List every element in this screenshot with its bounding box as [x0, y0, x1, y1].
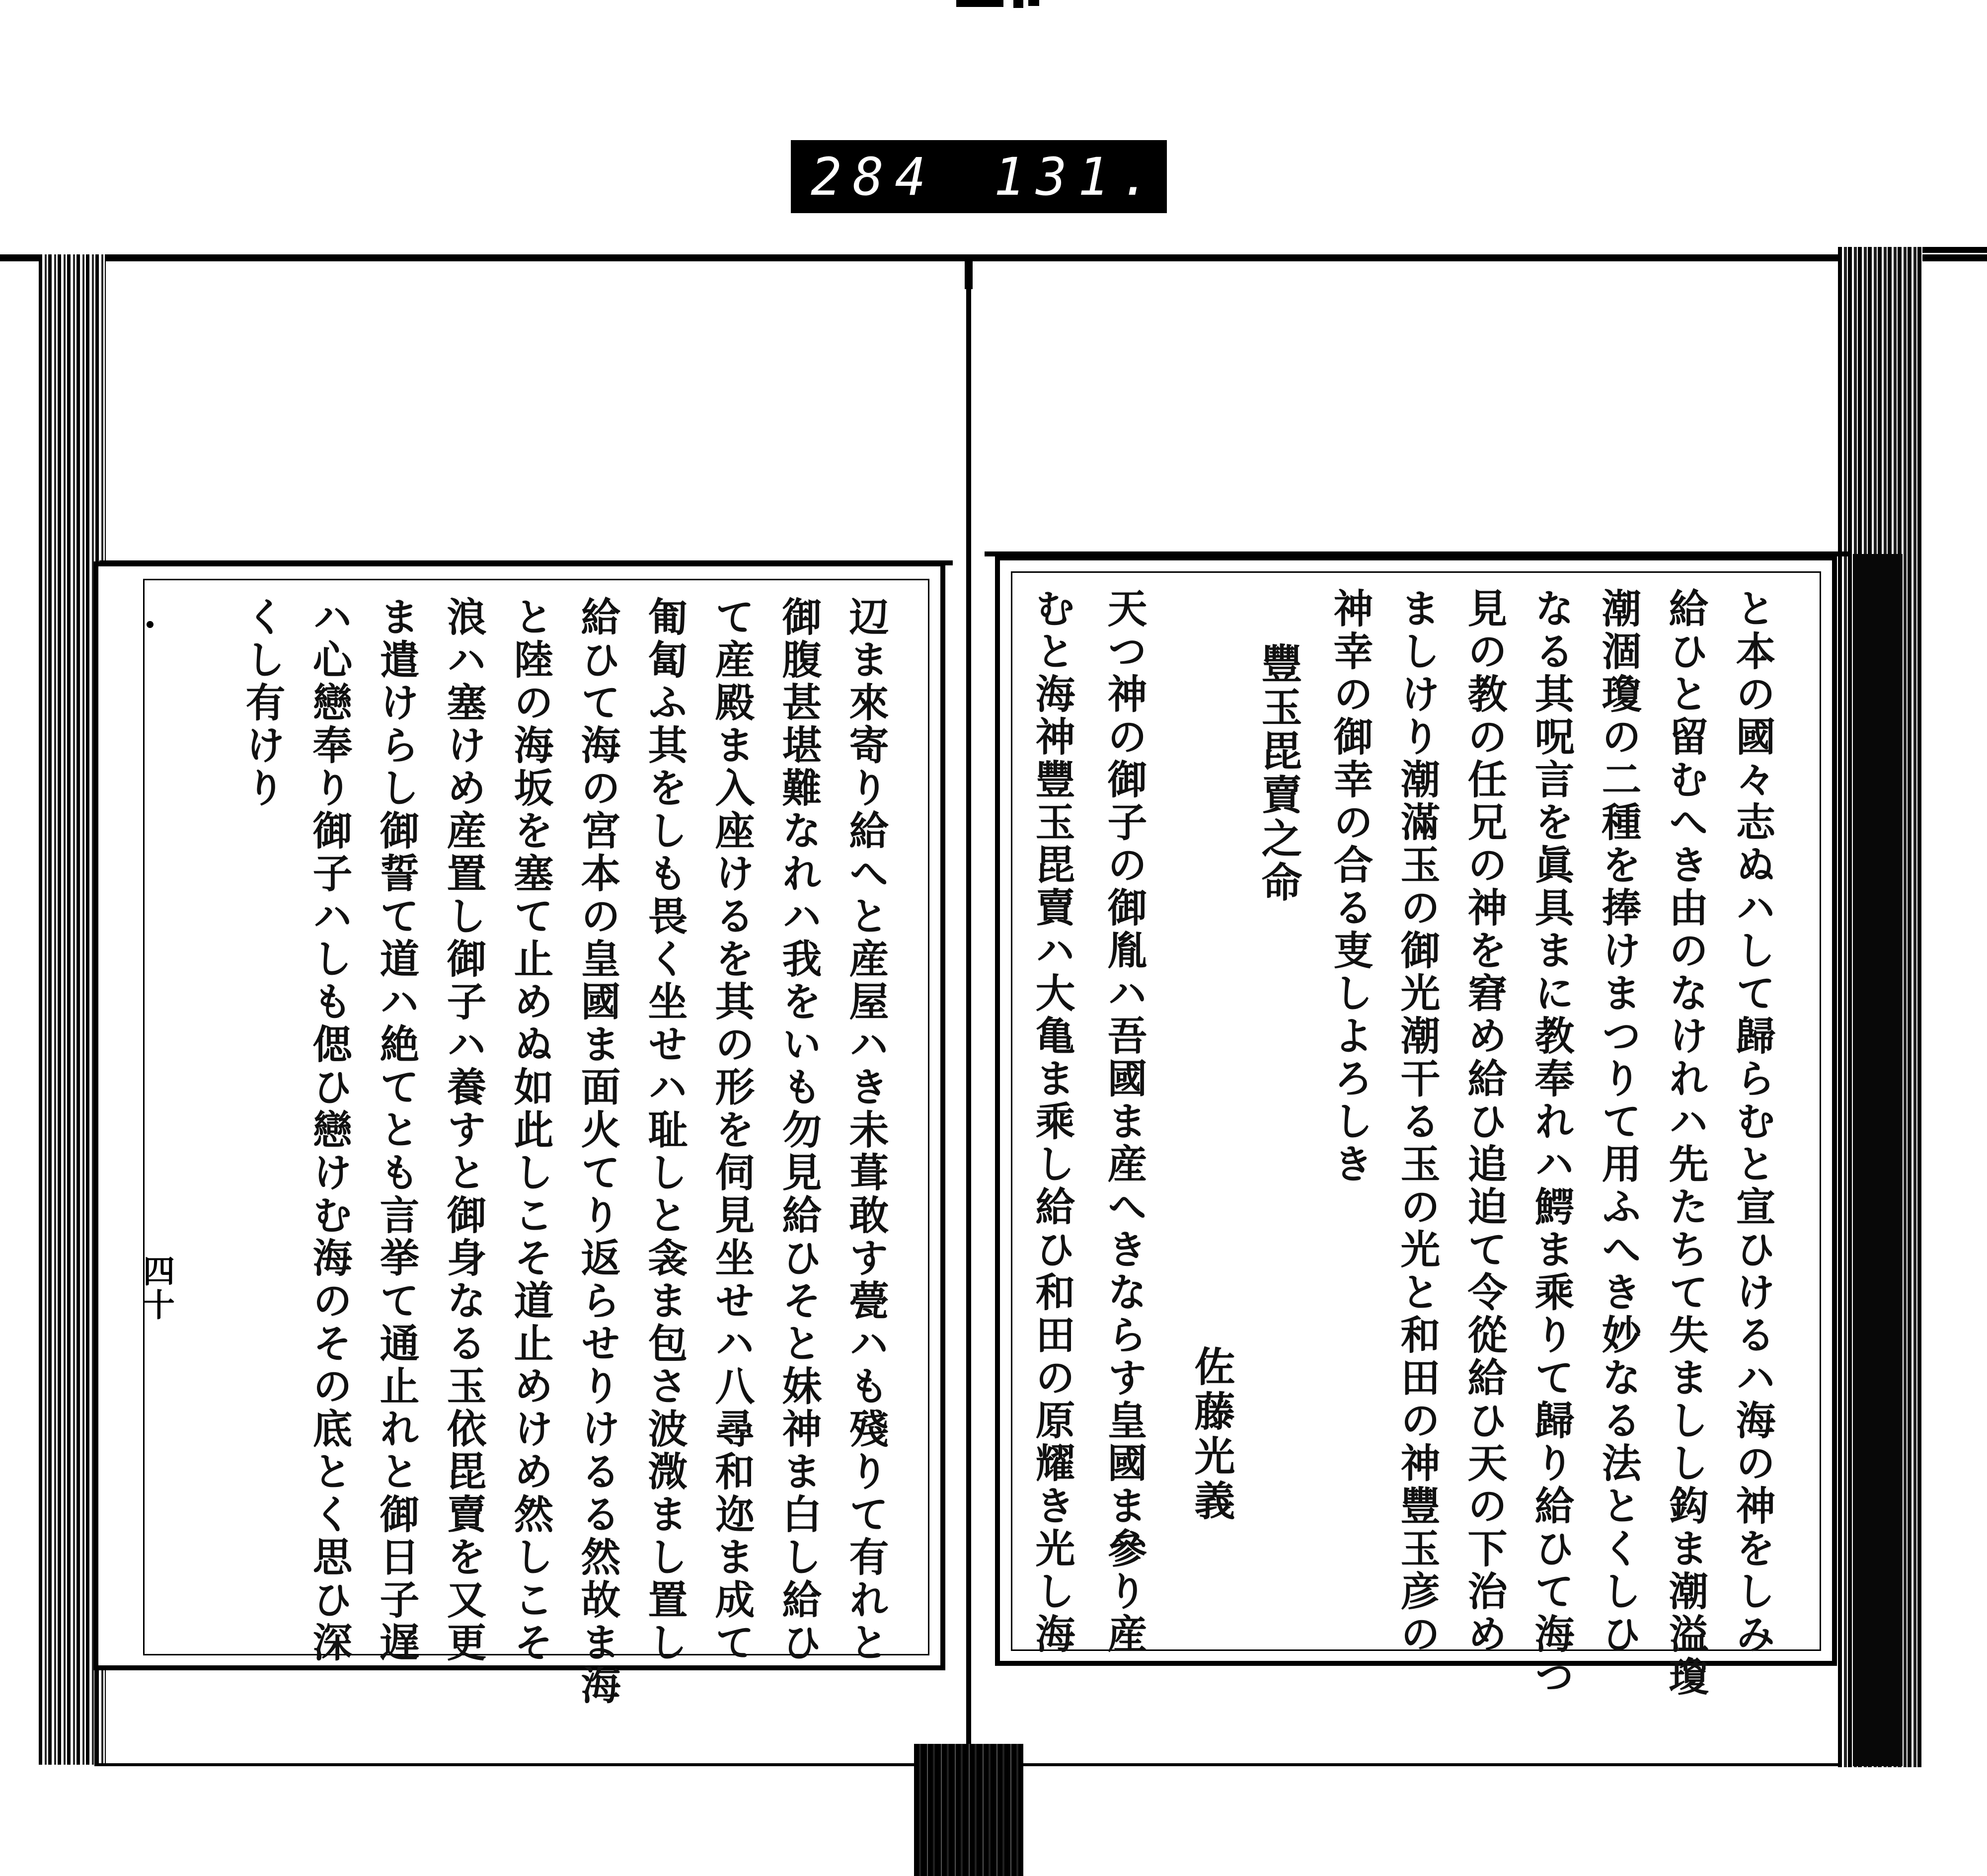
scan-top-fragment — [946, 0, 1061, 9]
right-page-column-6: ましけり潮滿玉の御光潮干る玉の光と和田の神豐玉彦の — [1394, 588, 1441, 1656]
left-page-top-margin — [99, 254, 964, 562]
left-page-column-4: 匍匐ふ其をしも畏く坐せハ耻しと衾ま包さ波溦まし置し — [641, 596, 688, 1664]
left-page-text-frame — [93, 561, 945, 1707]
right-page-column-7: 神幸の御幸の合る叓しよろしき — [1327, 588, 1374, 1186]
left-page-bottom-margin — [94, 1667, 969, 1766]
right-page-top-margin — [974, 254, 1840, 557]
right-page-text-frame — [995, 555, 1837, 1699]
book-spine — [966, 288, 971, 1759]
left-page-column-8: ま遣けらし御誓て道ハ絶てとも言挙て通止れと御日子遅 — [373, 596, 420, 1664]
poem-author: 佐藤光義 — [1188, 1345, 1235, 1524]
left-page-column-9: ハ心戀奉り御子ハしも偲ひ戀けむ海のその底とく思ひ深 — [306, 596, 353, 1664]
left-page-column-7: 浪ハ塞けめ産置し御子ハ養すと御身なる玉依毘賣を又更 — [440, 596, 487, 1664]
book-right-edge-shadow — [1853, 554, 1903, 1766]
left-page-column-1: 辺ま來寄り給へと産屋ハき未葺敢す甍ハも殘りて有れと — [842, 596, 889, 1664]
spine-fold — [965, 254, 973, 289]
frame-counter — [791, 140, 1167, 213]
right-page-body-column-2: むと海神豐玉毘賣ハ大亀ま乘し給ひ和田の原耀き光し海 — [1029, 588, 1075, 1656]
page-number: 四十 — [138, 1254, 175, 1322]
margin-dot — [147, 621, 153, 628]
left-page-column-10: くし有けり — [239, 596, 286, 810]
counter-right-number: 131. — [994, 146, 1162, 207]
right-page-column-5: 見の教の任兄の神を窘め給ひ追迫て令從給ひ天の下治め — [1461, 588, 1508, 1656]
left-page-column-2: 御腹甚堪難なれハ我をいも勿見給ひそと妹神ま白し給ひ — [775, 596, 822, 1664]
right-page-body-column-1: 天つ神の御子の御胤ハ吾國ま産へきならす皇國ま參り産 — [1101, 588, 1147, 1656]
right-page-bottom-margin — [974, 1664, 1840, 1766]
right-page-column-3: 潮涸瓊の二種を捧けまつりて用ふへき妙なる法とくしひ — [1595, 588, 1642, 1656]
poem-title: 豐玉毘賣之命 — [1255, 642, 1302, 905]
right-page-column-2: 給ひと留むへき由のなけれハ先たちて失ましし鈎ま潮溢瓊 — [1662, 588, 1709, 1699]
right-page-column-4: なる其呪言を眞具まに教奉れハ鰐ま乘りて歸り給ひて海つ — [1528, 588, 1575, 1699]
left-page-column-3: て産殿ま入座けるを其の形を伺見坐せハ八尋和迩ま成て — [708, 596, 755, 1664]
right-page-column-1: と本の國々志ぬハして歸らむと宣ひけるハ海の神をしみ — [1729, 588, 1776, 1656]
left-page-column-6: と陸の海坂を塞て止めぬ如此しこそ道止めけめ然しこそ — [507, 596, 554, 1664]
left-page-column-5: 給ひて海の宮本の皇國ま面火てり返らせりけるる然故ま海 — [574, 596, 621, 1707]
counter-left-number: 284 — [811, 146, 937, 207]
binding-clip — [914, 1744, 1023, 1876]
